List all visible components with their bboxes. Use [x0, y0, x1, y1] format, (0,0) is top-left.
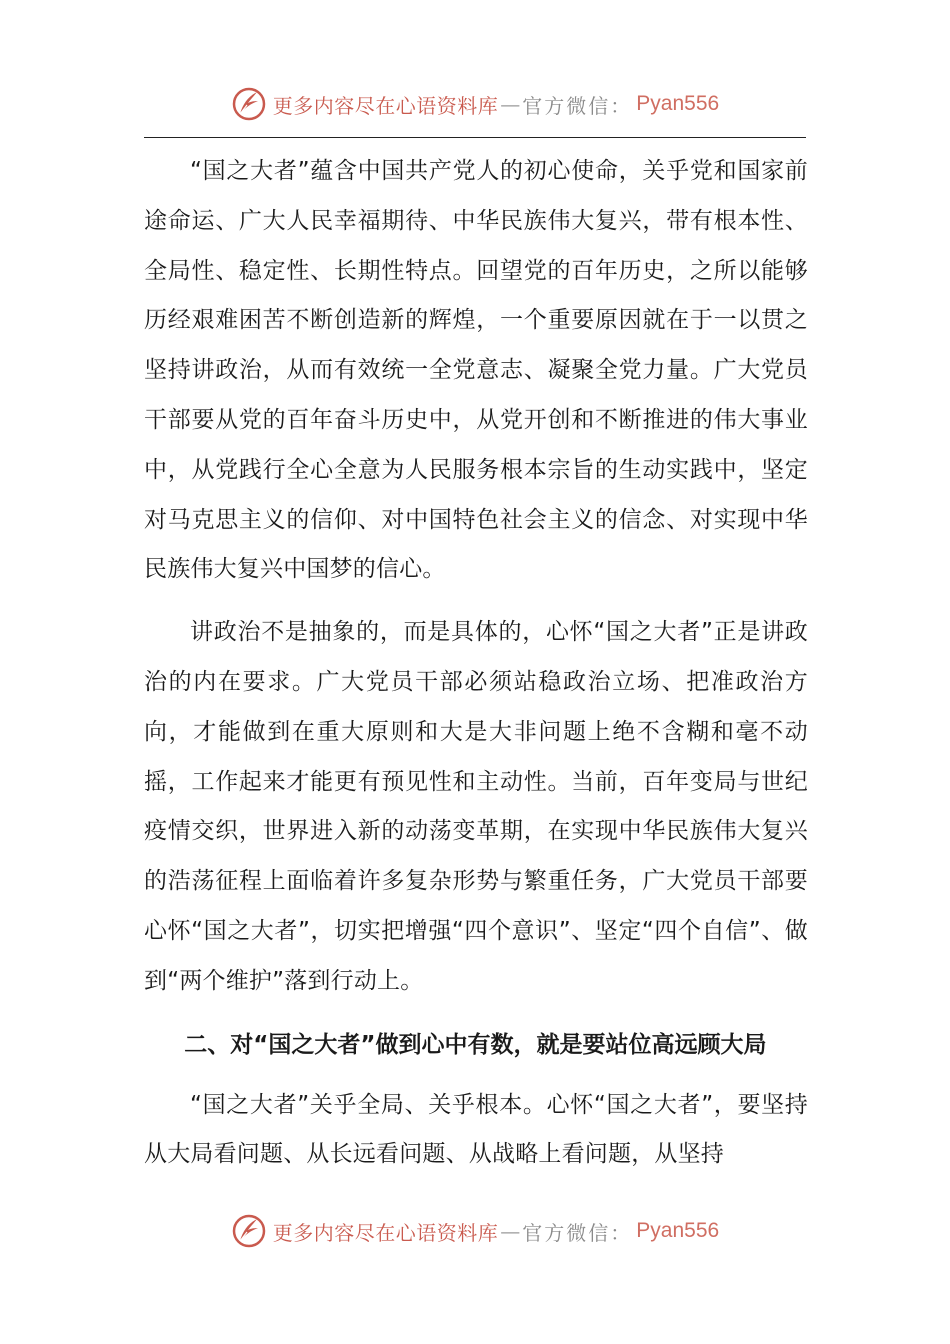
footer-wechat-label: 官方微信：	[522, 1220, 633, 1245]
section-heading: 二、对“国之大者”做到心中有数，就是要站位高远顾大局	[184, 1031, 767, 1058]
brand-separator: —	[500, 92, 521, 116]
feather-pen-logo-icon	[231, 86, 267, 122]
body-paragraph-1: “国之大者”蕴含中国共产党人的初心使命，关乎党和国家前途命运、广大人民幸福期待、中华民族伟大复兴，带有根本性、全局性、稳定性、长期性特点。回望党的百年历史，之所以能够历经艰难困苦不断创造新的辉煌，一个重要原因就在于一以贯之坚持讲政治，从而有效统一全党意志、凝聚全党力量。广大党员干部要从党的百年奋斗历史中，从党开创和不断推进的伟大事业中，从党践行全心全意为人民服务根本宗旨的生动实践中，坚定对马克思主义的信仰、对中国特色社会主义的信念、对实现中华民族伟大复兴中国梦的信心。	[144, 158, 808, 583]
wechat-label: 官方微信：	[522, 93, 633, 118]
body-paragraph-3: “国之大者”关乎全局、关乎根本。心怀“国之大者”，要坚持从大局看问题、从长远看问题、从战略上看问题，从坚持	[144, 1091, 808, 1168]
footer-wechat-id: Pyan556	[636, 1219, 720, 1242]
header-banner	[0, 82, 950, 126]
wechat-id: Pyan556	[636, 92, 720, 115]
body-paragraph-2: 讲政治不是抽象的，而是具体的，心怀“国之大者”正是讲政治的内在要求。广大党员干部必须站稳政治立场、把准政治方向，才能做到在重大原则和大是大非问题上绝不含糊和毫不动摇，工作起来才能更有预见性和主动性。当前，百年变局与世纪疫情交织，世界进入新的动荡变革期，在实现中华民族伟大复兴的浩荡征程上面临着许多复杂形势与繁重任务，广大党员干部要心怀“国之大者”，切实把增强“四个意识”、坚定“四个自信”、做到“两个维护”落到行动上。	[144, 619, 808, 994]
document-body	[144, 147, 808, 1193]
feather-pen-logo-icon	[231, 1213, 267, 1249]
brand-name: 更多内容尽在心语资料库	[272, 93, 499, 118]
footer-banner	[0, 1209, 950, 1253]
footer-brand-name: 更多内容尽在心语资料库	[272, 1220, 499, 1245]
header-divider	[144, 137, 806, 138]
footer-brand-separator: —	[500, 1219, 521, 1243]
